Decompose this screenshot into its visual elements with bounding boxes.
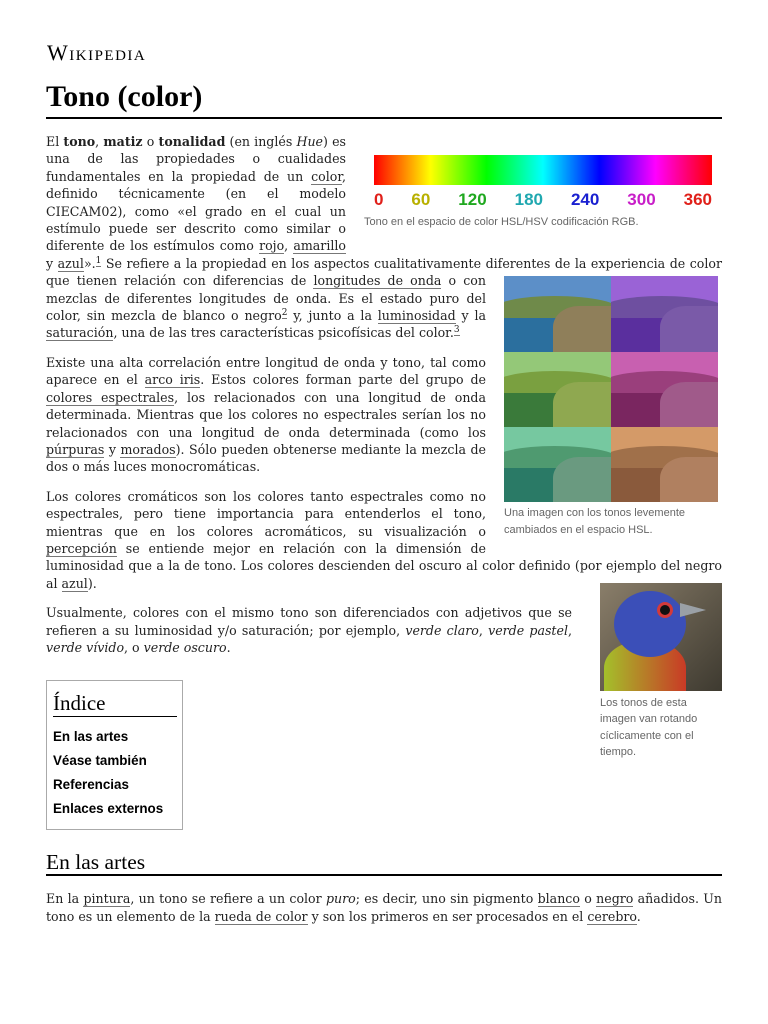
reference-1[interactable]: 1 — [95, 255, 102, 266]
hue-tick-label: 120 — [458, 190, 487, 209]
reference-3[interactable]: 3 — [453, 325, 460, 336]
toc-title: Índice — [53, 695, 177, 716]
hue-tick-label: 240 — [570, 190, 600, 209]
bird-figure-caption: Los tonos de esta imagen van rotando cíclicamente con el tiempo. — [600, 696, 698, 759]
hue-figure — [364, 133, 722, 231]
hsl-variations-figure — [504, 276, 718, 538]
term-hue: Hue — [296, 134, 324, 149]
term-tono: tono — [63, 134, 96, 149]
hue-scale — [374, 191, 712, 208]
term-tonalidad: tonalidad — [158, 134, 226, 149]
link-rueda-de-color[interactable]: rueda de color — [214, 908, 308, 924]
hsl-image-tile — [611, 352, 718, 427]
hsl-figure-caption: Una imagen con los tonos levemente cambiados en el espacio HSL. — [504, 507, 685, 536]
toc-item-en-las-artes[interactable]: En las artes — [53, 728, 129, 744]
hsl-image-grid — [504, 276, 718, 502]
hue-tick-label: 60 — [411, 190, 431, 209]
title-divider — [46, 117, 722, 119]
paragraph-adjetivos: Usualmente, colores con el mismo tono son diferenciados con adjetivos que se refieren a su luminosidad y/o saturación; por ejemplo, verde claro, verde pastel, verde vívido, o verde oscuro. — [46, 605, 572, 655]
hue-gradient-bar — [374, 155, 712, 185]
bird-image — [600, 583, 722, 691]
link-percepcion[interactable]: percepción — [46, 540, 117, 556]
hsl-image-tile — [504, 427, 611, 502]
term-matiz: matiz — [103, 134, 143, 149]
site-logo[interactable]: Wikipedia — [47, 40, 147, 65]
link-pintura[interactable]: pintura — [83, 891, 131, 907]
bird-figure — [600, 583, 724, 761]
hsl-image-tile — [504, 352, 611, 427]
toc-item-enlaces-externos[interactable]: Enlaces externos — [53, 800, 164, 816]
example-verde-vivido: verde vívido — [46, 639, 125, 655]
hue-figure-caption: Tono en el espacio de color HSL/HSV codificación RGB. — [364, 216, 639, 229]
hue-tick-label: 360 — [683, 190, 712, 209]
section-heading-en-las-artes: En las artes — [46, 854, 722, 876]
example-verde-claro: verde claro — [405, 622, 479, 638]
hue-tick-label: 0 — [374, 190, 384, 209]
reference-2[interactable]: 2 — [281, 307, 288, 318]
toc-item-referencias[interactable]: Referencias — [53, 776, 129, 792]
link-rojo[interactable]: rojo — [259, 238, 285, 254]
link-amarillo[interactable]: amarillo — [293, 238, 346, 254]
paragraph-intro: El tono, matiz o tonalidad (en inglés Hue) es una de las propiedades o cualidades fundamentales en la propiedad de un color, definido técnicamente (en el modelo CIECAM02), como «el grado en el cual un estímulo puede ser descrito como similar o diferente de los estímulos como rojo, amarillo y azul».$^1$ Se refiere a la propiedad en los aspectos cualitativamente diferentes de la experiencia de color que tienen relación con diferencias de Una imagen con los tonos levemente cambiados en el espacio HSL. longitudes de onda o con mezclas de diferentes longitudes de onda. Es el estado puro del color, sin mezcla de blanco o negro$^2$ y, junto a la luminosidad y la saturación, una de las tres características psicofísicas del color.$^3$ — [46, 133, 722, 342]
link-colores-espectrales[interactable]: colores espectrales — [46, 389, 175, 405]
paragraph-pintura: En la pintura, un tono se refiere a un color puro; es decir, uno sin pigmento blanco o negro añadidos. Un tono es un elemento de la rueda de color y son los primeros en ser procesados en el cerebro. — [46, 891, 722, 924]
hue-tick-label: 300 — [627, 190, 656, 209]
example-verde-oscuro: verde oscuro — [143, 639, 227, 655]
hue-tick-label: 180 — [514, 190, 543, 209]
link-morados[interactable]: morados — [120, 441, 176, 457]
link-cerebro[interactable]: cerebro — [587, 908, 637, 924]
paragraph-correlation: Existe una alta correlación entre longitud de onda y tono, tal como aparece en el arco iris. Estos colores forman parte del grupo de colores espectrales, los relacionados con una longitud de onda determinada. Mientras que los colores no espectrales serían los no relacionados con una longitud de onda determinada (como los púrpuras y morados). Sólo pueden obtenerse mediante la mezcla de dos o más luces monocromáticas. — [46, 354, 486, 475]
article-body — [46, 133, 722, 937]
link-longitudes-de-onda[interactable]: longitudes de onda — [313, 273, 442, 289]
link-negro[interactable]: negro — [596, 891, 634, 907]
example-verde-pastel: verde pastel — [488, 622, 568, 638]
hsl-image-tile — [611, 276, 718, 351]
link-luminosidad[interactable]: luminosidad — [377, 308, 456, 324]
hsl-image-tile — [504, 276, 611, 351]
link-color[interactable]: color — [311, 168, 342, 184]
link-arco-iris[interactable]: arco iris — [144, 372, 201, 388]
paragraph-cromaticos: Los colores cromáticos son los colores tanto espectrales como no espectrales, pero tiene importancia para entenderlos el tono, mientras que en los colores acromáticos, su visualización o percepción se entiende mejor en relación con la dimensión de luminosidad que a la de tono. Los colores descienden del oscuro al color definido (por ejemplo del negro al Los tonos de esta imagen van rotando cíclicamente con el tiempo. azul). — [46, 488, 722, 592]
page-title: Tono (color) — [46, 80, 203, 113]
hsl-image-tile — [611, 427, 718, 502]
table-of-contents — [46, 680, 183, 829]
toc-item-vease-tambien[interactable]: Véase también — [53, 752, 147, 768]
link-purpuras[interactable]: púrpuras — [46, 441, 105, 457]
link-blanco[interactable]: blanco — [537, 891, 580, 907]
term-puro: puro — [325, 891, 356, 907]
link-azul-2[interactable]: azul — [61, 575, 88, 591]
link-saturacion[interactable]: saturación — [46, 325, 114, 341]
link-azul[interactable]: azul — [57, 255, 84, 271]
